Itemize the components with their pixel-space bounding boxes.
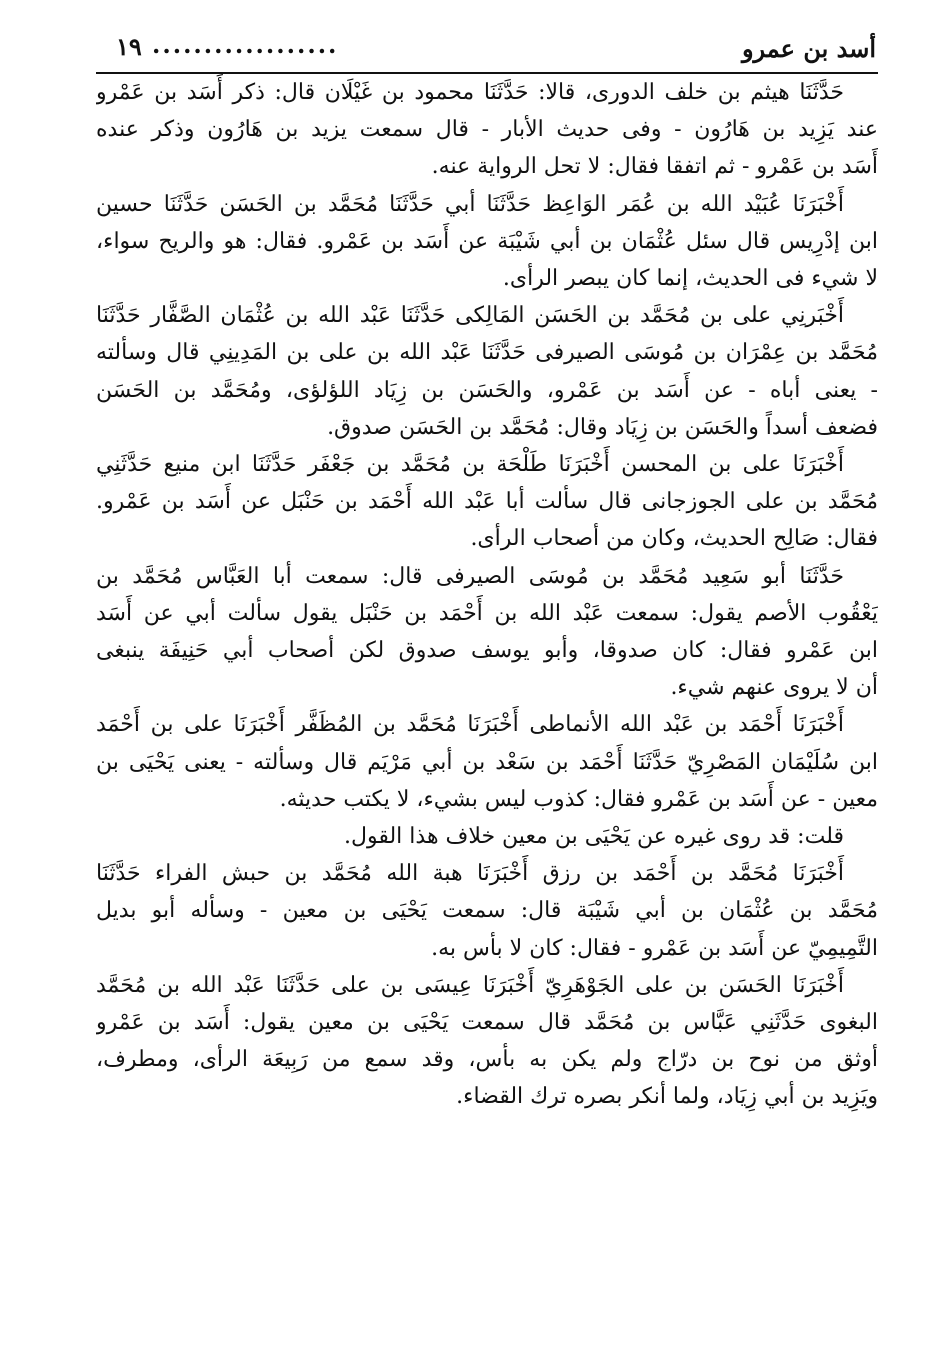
book-page [96, 28, 878, 1358]
text-line: مُحَمَّد بن على الجوزجانى قال سألت أبا عَبْد الله أَحْمَد بن حَنْبَل عن أَسَد بن عَمْرو. [96, 489, 878, 515]
text-line: أَخْبَرَنَا عُبَيْد الله بن عُمَر الوَاعِظ حَدَّثَنَا أبي حَدَّثَنَا مُحَمَّد بن الحَسَن حَدَّثَنَا حسين [96, 191, 844, 217]
text-line: فضعف أسداً والحَسَن بن زِيَاد وقال: مُحَمَّد بن الحَسَن صدوق. [327, 414, 878, 440]
paragraph [96, 706, 878, 818]
text-line: عند يَزِيد بن هَارُون - وفى حديث الأبار - قال سمعت يزيد بن هَارُون وذكر عنده [96, 117, 878, 143]
text-line: حَدَّثَنَا أبو سَعِيد مُحَمَّد بن مُوسَى الصيرفى قال: سمعت أبا العَبَّاس مُحَمَّد بن [96, 563, 844, 589]
page-header [96, 28, 878, 74]
paragraph [96, 186, 878, 298]
paragraph [96, 967, 878, 1116]
paragraph [96, 855, 878, 967]
text-line: ويَزِيد بن أبي زِيَاد، ولما أنكر بصره ترك القضاء. [456, 1084, 878, 1110]
header-leader-dots: .................. [152, 30, 339, 59]
text-line: قلت: قد روى غيره عن يَحْيَى بن معين خلاف هذا القول. [344, 824, 844, 850]
text-line: ابن إدْرِيس قال سئل عُثْمَان بن أبي شَيْبَة عن أَسَد بن عَمْرو. فقال: هو والريح سواء، [96, 228, 878, 254]
text-line: أَخْبَرَنَا أَحْمَد بن عَبْد الله الأنماطى أَخْبَرَنَا مُحَمَّد بن المُظَفَّر أَخْبَرَنَا على بن أَحْمَد [96, 712, 844, 738]
text-line: - يعنى أباه - عن أَسَد بن عَمْرو، والحَسَن بن زِيَاد اللؤلؤى، ومُحَمَّد بن الحَسَن [96, 377, 878, 403]
text-line: أَخْبَرَنَا الحَسَن بن على الجَوْهَرِيّ أَخْبَرَنَا عِيسَى بن على حَدَّثَنَا عَبْد الله بن مُحَمَّد [96, 972, 844, 998]
text-line: البغوى حَدَّثَنِي عَبَّاس بن مُحَمَّد قال سمعت يَحْيَى بن معين يقول: أَسَد بن عَمْرو [96, 1010, 878, 1036]
text-line: أوثق من نوح بن درّاج ولم يكن به بأس، وقد سمع من رَبِيعَة الرأى، ومطرف، [96, 1047, 878, 1073]
paragraph [96, 558, 878, 707]
paragraph [96, 74, 878, 186]
paragraph [96, 297, 878, 446]
text-line: يَعْقُوب الأصم يقول: سمعت عَبْد الله بن أَحْمَد بن حَنْبَل يقول سألت أبي عن أَسَد [96, 600, 878, 626]
text-line: أَخْبَرَنَا مُحَمَّد بن أَحْمَد بن رزق أَخْبَرَنَا هبة الله مُحَمَّد بن حبش الفراء حَدَّثَنَا [96, 861, 844, 887]
running-head: أسد بن عمرو [741, 34, 876, 63]
text-line: أَسَد بن عَمْرو - ثم اتفقا فقال: لا تحل الرواية عنه. [431, 154, 878, 180]
page-number: ١٩ [116, 32, 142, 61]
text-line: ابن عَمْرو فقال: كان صدوقا، وأبو يوسف صدوق لكن أصحاب أبي حَنِيفَة ينبغى [96, 638, 878, 664]
text-line: حَدَّثَنَا هيثم بن خلف الدورى، قالا: حَدَّثَنَا محمود بن غَيْلَان قال: ذكر أَسَد بن عَمْرو [96, 80, 844, 105]
text-line: مُحَمَّد بن عِمْرَان بن مُوسَى الصيرفى حَدَّثَنَا عَبْد الله بن على بن المَدِينِي قال وسألته [96, 340, 878, 366]
page-body [96, 74, 878, 1116]
paragraph [96, 818, 878, 855]
text-line: ابن سُلَيْمَان المَصْرِيّ حَدَّثَنَا أَحْمَد بن سَعْد بن أبي مَرْيَم قال وسألته - يعنى يَحْيَى بن [96, 749, 878, 775]
text-line: فقال: صَالِح الحديث، وكان من أصحاب الرأى. [470, 526, 878, 552]
text-line: أَخْبَرنِي على بن مُحَمَّد بن الحَسَن المَالِكى حَدَّثَنَا عَبْد الله بن عُثْمَان الصَّفَّار حَدَّثَنَا [96, 303, 844, 329]
text-line: التَّمِيمِيّ عن أَسَد بن عَمْرو - فقال: كان لا بأس به. [431, 935, 878, 961]
text-line: لا شيء فى الحديث، إنما كان يبصر الرأى. [502, 266, 878, 292]
paragraph [96, 446, 878, 558]
text-line: معين - عن أَسَد بن عَمْرو فقال: كذوب ليس بشيء، لا يكتب حديثه. [279, 786, 878, 812]
text-line: أَخْبَرَنَا على بن المحسن أَخْبَرَنَا طَلْحَة بن مُحَمَّد بن جَعْفَر حَدَّثَنَا ابن منيع حَدَّثَنِي [96, 452, 844, 478]
text-line: مُحَمَّد بن عُثْمَان بن أبي شَيْبَة قال: سمعت يَحْيَى بن معين - وسأله أبو بديل [96, 898, 878, 924]
text-line: أن لا يروى عنهم شيء. [670, 675, 878, 701]
